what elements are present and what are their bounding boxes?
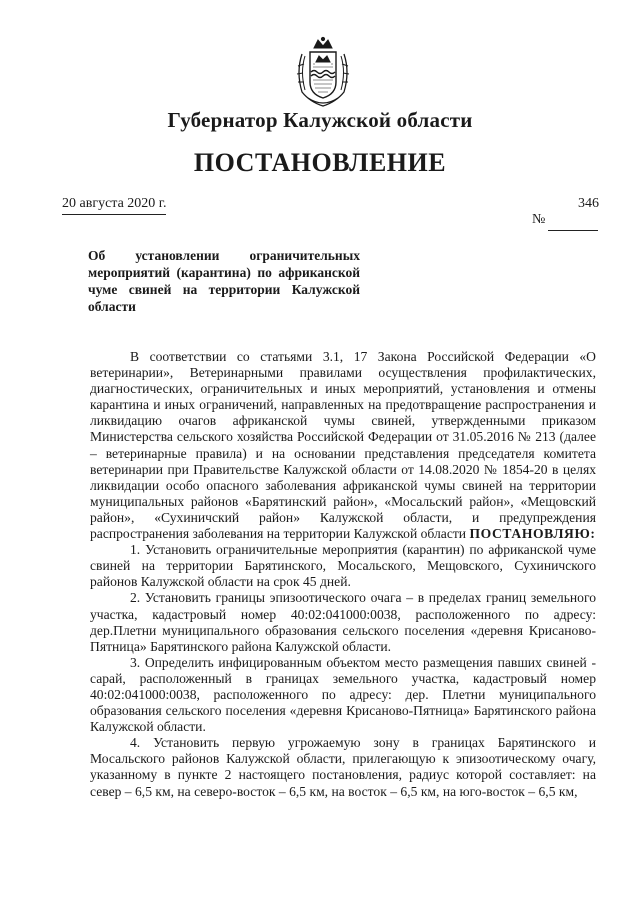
document-subject: Об установлении ограничительных мероприятий (карантина) по африканской чуме свиней на территории Калужской области — [88, 248, 360, 314]
preamble-paragraph — [90, 349, 596, 542]
preamble-text: В соответствии со статьями 3.1, 17 Закона Российской Федерации «О ветеринарии», Ветеринарными правилами осуществления профилактических, диагностических, ограничительных и иных мероприятий, установления и отмены карантина и иных ограничений, направленных на предотвращение распространения и ликвидацию очагов африканской чумы свиней, утвержденными приказом Министерства сельского хозяйства Российской Федерации от 31.05.2016 № 213 (далее – ветеринарные правила) и на основании представления председателя комитета ветеринарии при Правительстве Калужской области от 14.08.2020 № 1854-20 в целях ликвидации особо опасного заболевания африканской чумы свиней на территории муниципальных районов «Барятинский район», «Мосальский район», «Мещовский район», «Сухиничский район» Калужской области, и предупреждения распространения заболевания на территории Калужской области — [90, 349, 596, 542]
document-number: 346 — [578, 196, 599, 211]
document-body — [90, 349, 596, 800]
item-paragraph-1: 1. Установить ограничительные мероприятия (карантин) по африканской чуме свиней на территории Барятинского, Мосальского, Мещовского, Сухиничского районов Калужской области на срок 45 дней. — [90, 542, 596, 590]
item-paragraph-3: 3. Определить инфицированным объектом место размещения павших свиней - сарай, расположенный в границах земельного участка, кадастровый номер 40:02:041000:0038, расположенного по адресу: дер. Плетни муниципального образования сельского поселения «деревня Крисаново-Пятница» Барятинского района Калужской области. — [90, 654, 596, 735]
document-date: 20 августа 2020 г. — [62, 196, 167, 211]
document-type: ПОСТАНОВЛЕНИЕ — [193, 148, 447, 177]
date-underline — [62, 214, 166, 215]
decree-word: ПОСТАНОВЛЯЮ: — [469, 526, 596, 542]
number-underline — [548, 230, 598, 231]
number-sign: № — [532, 212, 546, 227]
date-block — [62, 196, 170, 215]
item-paragraph-2: 2. Установить границы эпизоотического очага – в пределах границ земельного участка, кадастровый номер 40:02:041000:0038, расположенного по адресу: дер.Плетни муниципального образования сельского поселения «деревня Крисаново-Пятница» Барятинского района Калужской области. — [90, 590, 596, 654]
issuer-title: Губернатор Калужской области — [167, 108, 473, 132]
kaluga-coat-of-arms-icon — [292, 36, 354, 108]
item-paragraph-4: 4. Установить первую угрожаемую зону в границах Барятинского и Мосальского районов Калужской области, прилегающую к эпизоотическому очагу, указанному в пункте 2 настоящего постановления, радиус которой составляет: на север – 6,5 км, на северо-восток – 6,5 км, на восток – 6,5 км, на юго-восток – 6,5 км, — [90, 735, 596, 799]
